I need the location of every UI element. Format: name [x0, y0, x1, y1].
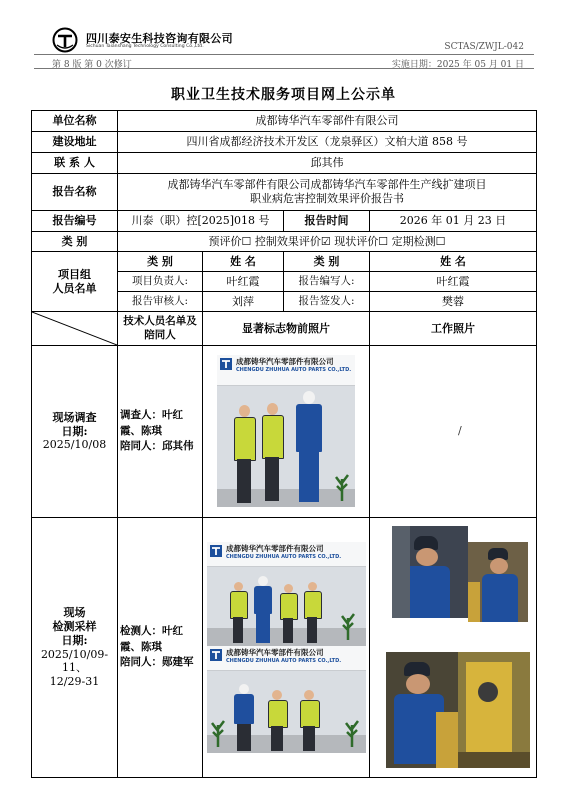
plant-icon	[211, 717, 225, 747]
page-title: 职业卫生技术服务项目网上公示单	[171, 87, 396, 103]
team-member-name: 叶红霞	[203, 272, 284, 292]
tech-people-header: 技术人员名单及陪同人	[118, 312, 203, 346]
plant-icon	[341, 610, 355, 640]
report-no-value: 川泰（职）控[2025]018 号	[118, 211, 284, 232]
team-category: 项目负责人:	[118, 272, 203, 292]
banner-company-en: CHENGDU ZHUHUA AUTO PARTS CO.,LTD.	[226, 554, 342, 560]
company-banner-logo-icon	[210, 649, 222, 661]
diagonal-line	[32, 312, 117, 345]
team-category: 报告编写人:	[284, 272, 370, 292]
report-no-label: 报告编号	[32, 211, 118, 232]
unit-name-label: 单位名称	[32, 111, 118, 132]
survey-landmark-photo-cell	[203, 346, 370, 518]
header-divider-top	[34, 54, 534, 55]
report-name-line-2: 职业病危害控制效果评价报告书	[250, 192, 405, 205]
survey-people	[118, 346, 203, 518]
company-name-en: Sichuan Taianshang Technology Consulting Co.,Ltd.	[86, 44, 204, 49]
person-figure	[303, 582, 321, 644]
sampling-inspectors: 检测人：叶红霞、陈琪	[120, 624, 183, 653]
work-photo-2	[468, 542, 528, 622]
banner-company-cn: 成都铸华汽车零部件有限公司	[236, 357, 334, 366]
banner-company-cn: 成都铸华汽车零部件有限公司	[226, 648, 324, 657]
company-banner-logo-icon	[210, 545, 222, 557]
work-photo-1	[392, 526, 468, 618]
company-name-cn: 四川泰安生科技咨询有限公司	[86, 32, 233, 45]
sampling-work-photo-cell	[370, 518, 537, 778]
address-value: 四川省成都经济技术开发区（龙泉驿区）文柏大道 858 号	[118, 132, 537, 153]
survey-companion: 陪同人：邱其伟	[120, 440, 194, 453]
company-banner	[207, 542, 366, 567]
report-time-label: 报告时间	[284, 211, 370, 232]
survey-work-photo-placeholder: /	[458, 424, 462, 437]
header-divider-bottom	[34, 68, 534, 69]
team-col-name-1: 姓 名	[203, 252, 284, 272]
sampling-date-label	[32, 518, 118, 778]
person-figure	[267, 690, 287, 752]
disclosure-table	[31, 110, 537, 778]
sampling-date-2: 12/29-31	[49, 675, 100, 688]
category-label: 类 别	[32, 232, 118, 252]
team-category: 报告审核人:	[118, 292, 203, 312]
survey-landmark-photo	[217, 355, 355, 507]
team-category: 报告签发人:	[284, 292, 370, 312]
contact-label: 联 系 人	[32, 153, 118, 174]
survey-label-line-2: 日期:	[61, 424, 88, 438]
implement-date: 实施日期：2025 年 05 月 01 日	[391, 60, 524, 70]
team-member-name: 刘萍	[203, 292, 284, 312]
company-banner	[217, 355, 355, 386]
company-logo-icon	[52, 27, 78, 53]
survey-date: 2025/10/08	[42, 438, 107, 452]
survey-work-photo-cell	[370, 346, 537, 518]
sampling-companion: 陪同人：郧建军	[120, 656, 194, 669]
banner-company-en: CHENGDU ZHUHUA AUTO PARTS CO.,LTD.	[226, 658, 342, 664]
company-banner-logo-icon	[220, 358, 232, 370]
person-figure	[279, 584, 297, 644]
team-col-category-1: 类 别	[118, 252, 203, 272]
team-col-name-2: 姓 名	[370, 252, 537, 272]
unit-name-value: 成都铸华汽车零部件有限公司	[118, 111, 537, 132]
team-label-line-1: 项目组	[58, 267, 91, 281]
diagonal-header-cell	[32, 312, 118, 346]
team-member-name: 叶红霞	[370, 272, 537, 292]
sampling-label-line-2: 检测采样	[52, 620, 97, 633]
person-figure	[261, 403, 283, 503]
team-label-line-2: 人员名单	[52, 281, 97, 295]
sampling-date-1: 2025/10/09-11、	[40, 647, 109, 675]
report-name-line-1: 成都铸华汽车零部件有限公司成都铸华汽车零部件生产线扩建项目	[167, 178, 487, 192]
person-figure	[229, 582, 247, 644]
company-banner	[207, 646, 366, 671]
survey-date-label	[32, 346, 118, 518]
address-label: 建设地址	[32, 132, 118, 153]
sampling-landmark-photo-2	[207, 646, 366, 753]
sampling-label-line-3: 日期:	[61, 633, 88, 647]
sampling-landmark-photo-1	[207, 542, 366, 646]
report-name-value	[118, 174, 537, 211]
team-member-name: 樊蓉	[370, 292, 537, 312]
report-name-label: 报告名称	[32, 174, 118, 211]
person-figure	[295, 391, 323, 505]
team-label	[32, 252, 118, 312]
edition-info: 第 8 版 第 0 次修订	[52, 60, 132, 70]
plant-icon	[335, 471, 349, 501]
plant-icon	[345, 717, 359, 747]
person-figure	[233, 405, 255, 505]
document-code: SCTAS/ZWJL-042	[444, 42, 524, 52]
contact-value: 邱其伟	[118, 153, 537, 174]
person-figure	[253, 576, 273, 644]
work-photo-3	[386, 652, 458, 768]
banner-company-cn: 成都铸华汽车零部件有限公司	[226, 544, 324, 553]
work-photo-4	[458, 652, 530, 768]
survey-investigators: 调查人：叶红霞、陈琪	[120, 408, 183, 437]
work-photo-header: 工作照片	[370, 312, 537, 346]
sampling-label-line-1: 现场	[63, 606, 86, 620]
team-col-category-2: 类 别	[284, 252, 370, 272]
banner-company-en: CHENGDU ZHUHUA AUTO PARTS CO.,LTD.	[236, 367, 352, 373]
report-time-value: 2026 年 01 月 23 日	[370, 211, 537, 232]
landmark-photo-header: 显著标志物前照片	[203, 312, 370, 346]
sampling-landmark-photo-cell	[203, 518, 370, 778]
sampling-people	[118, 518, 203, 778]
category-options: 预评价☐ 控制效果评价☑ 现状评价☐ 定期检测☐	[118, 232, 537, 252]
person-figure	[299, 690, 319, 752]
person-figure	[233, 684, 255, 752]
survey-label-line-1: 现场调查	[52, 410, 97, 424]
